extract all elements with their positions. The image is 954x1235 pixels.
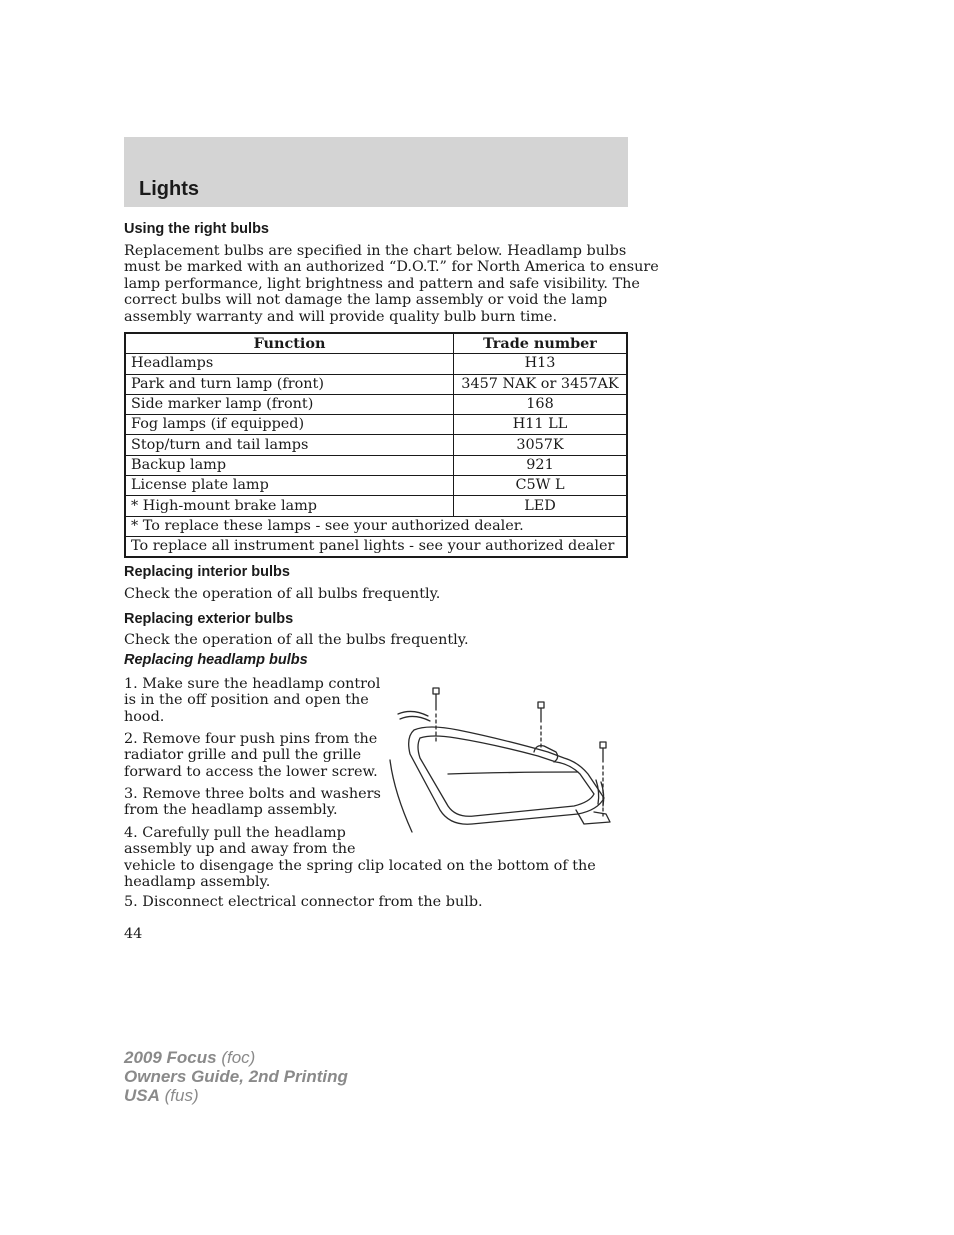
intro-line: correct bulbs will not damage the lamp assembly or void the lamp [124,292,608,309]
footer-market: USA [124,1086,160,1105]
step-2 [124,731,378,780]
step-line: 1. Make sure the headlamp control [124,676,381,692]
step-line: 3. Remove three bolts and washers [124,786,381,802]
step-3 [124,786,381,819]
trade-number-cell: H11 LL [454,415,628,435]
interior-text: Check the operation of all bulbs frequently. [124,586,441,602]
trade-number-cell: 3057K [454,435,628,455]
section-title: Lights [139,178,199,200]
headlamp-housing [409,727,604,824]
step-line: headlamp assembly. [124,874,271,891]
table-note: To replace all instrument panel lights - see your authorized dealer [125,536,627,557]
exterior-text: Check the operation of all the bulbs frequently. [124,632,469,648]
step-5: 5. Disconnect electrical connector from the bulb. [124,894,483,910]
footer-line [124,1048,348,1067]
intro-paragraph [124,243,659,325]
heading-exterior-bulbs: Replacing exterior bulbs [124,611,294,627]
function-cell: Fog lamps (if equipped) [125,415,454,435]
step-line: from the headlamp assembly. [124,802,338,819]
function-cell: Side marker lamp (front) [125,394,454,414]
bolt-icon [433,688,439,742]
heading-interior-bulbs: Replacing interior bulbs [124,564,290,580]
function-cell: Backup lamp [125,455,454,475]
table-note: * To replace these lamps - see your authorized dealer. [125,516,627,536]
trade-number-cell: LED [454,496,628,516]
table-row [125,354,627,374]
step-line: 4. Carefully pull the headlamp [124,825,346,841]
motion-line [398,711,428,716]
heading-headlamp-bulbs: Replacing headlamp bulbs [124,652,308,668]
motion-line [400,716,430,721]
lower-bracket [576,810,610,824]
table-header-row [125,333,627,354]
bulb-table [124,332,628,558]
trade-number-cell: C5W L [454,476,628,496]
table-note-row [125,536,627,557]
table-row [125,496,627,516]
function-cell: * High-mount brake lamp [125,496,454,516]
trade-number-cell: 168 [454,394,628,414]
bolt-icon [538,702,544,748]
function-cell: License plate lamp [125,476,454,496]
bolt-icon [600,742,606,816]
table-row [125,415,627,435]
motion-line [596,780,599,804]
footer-model: 2009 Focus [124,1048,217,1067]
step-line: radiator grille and pull the grille [124,747,362,764]
headlamp-assembly-illustration [388,682,614,842]
step-line: hood. [124,708,165,725]
table-note-row [125,516,627,536]
section-header-band [124,137,628,207]
footer-line [124,1086,348,1105]
table-row [125,374,627,394]
step-line: assembly up and away from the [124,841,356,858]
intro-line: Replacement bulbs are specified in the chart below. Headlamp bulbs [124,243,627,259]
step-line: vehicle to disengage the spring clip located on the bottom of the [124,857,596,874]
page-number: 44 [124,926,143,942]
step-line: 2. Remove four push pins from the [124,731,378,747]
heading-using-right-bulbs: Using the right bulbs [124,221,269,237]
intro-line: lamp performance, light brightness and pattern and safe visibility. The [124,275,640,292]
function-cell: Park and turn lamp (front) [125,374,454,394]
footer-line [124,1067,348,1086]
document-footer [124,1048,348,1105]
intro-line: assembly warranty and will provide quality bulb burn time. [124,308,558,325]
footer-market-code: (fus) [164,1086,199,1105]
trade-number-cell: H13 [454,354,628,374]
step-line: forward to access the lower screw. [124,763,378,780]
step-line: is in the off position and open the [124,692,369,709]
table-row [125,455,627,475]
table-row [125,476,627,496]
table-row [125,435,627,455]
trade-number-cell: 921 [454,455,628,475]
footer-guide: Owners Guide, 2nd Printing [124,1067,348,1086]
trade-number-cell: 3457 NAK or 3457AK [454,374,628,394]
headlamp-lens [418,736,594,816]
table-row [125,394,627,414]
function-cell: Stop/turn and tail lamps [125,435,454,455]
column-header-function: Function [125,333,454,354]
step-1 [124,676,380,725]
motion-line [390,760,412,832]
function-cell: Headlamps [125,354,454,374]
column-header-trade-number: Trade number [454,333,628,354]
intro-line: must be marked with an authorized “D.O.T.” for North America to ensure [124,259,659,276]
footer-model-code: (foc) [221,1048,256,1067]
lens-divider [448,772,578,774]
